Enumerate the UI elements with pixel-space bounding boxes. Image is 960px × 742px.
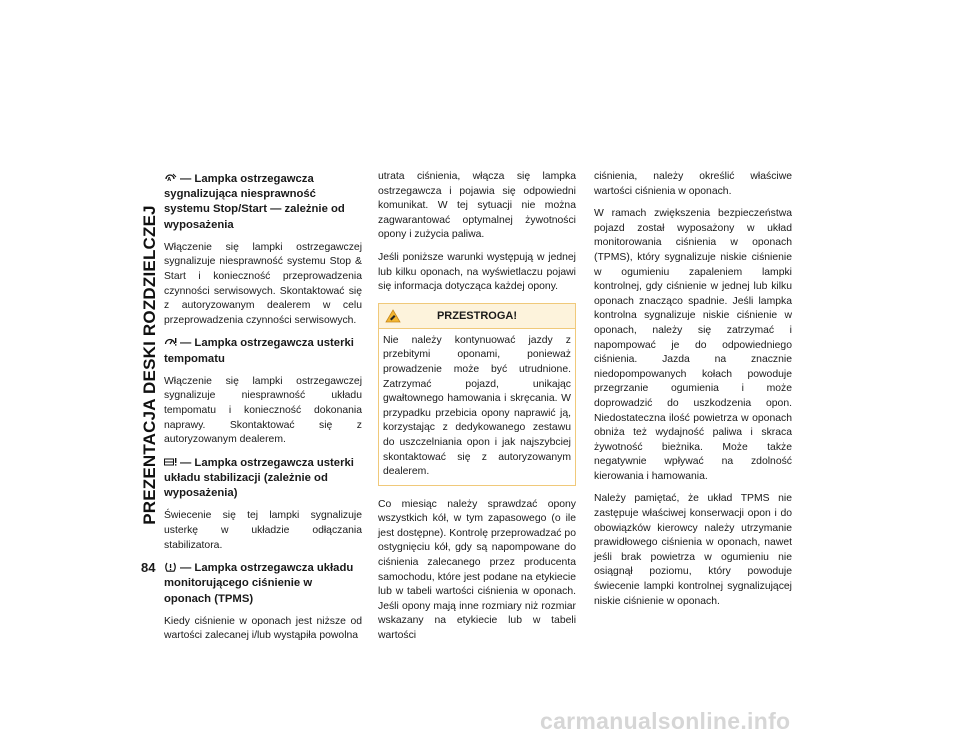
paragraph-stabilizer: Świecenie się tej lampki sygnalizuje usterkę w układzie odłączania stabilizatora. [164, 510, 362, 551]
caution-text: Nie należy kontynuować jazdy z przebitymi oponami, ponieważ prowadzenie może być utrudnione. Zatrzymać pojazd, unikając gwałtownego hamowania i skręcania. W przypadku przebicia opony naprawić ją, korzystając z dedykowanego zestawu do uszczelniania opon i jak najszybciej skontaktować się z autoryzowanym dealerem. [383, 334, 571, 478]
heading-cruise-control: — Lampka ostrzegawcza usterki tempomatu [164, 337, 354, 365]
column-3 [594, 170, 792, 617]
paragraph-cruise-control: Włączenie się lampki ostrzegawczej sygnalizuje niesprawność układu tempomatu i konieczność dokonania naprawy. Skontaktować się z autoryzowanym dealerem. [164, 375, 362, 446]
column-2 [378, 170, 576, 652]
stabilizer-warning-icon [164, 457, 177, 467]
paragraph-display-info: Jeśli poniższe warunki występują w jednej lub kilku oponach, na wyświetlaczu pojawi się informacja dotycząca każdej opony. [378, 251, 576, 293]
stop-start-warning-icon [164, 173, 177, 183]
paragraph-tpms-maintenance: Należy pamiętać, że układ TPMS nie zastępuje właściwej konserwacji opon i do obowiązków kierowcy należy utrzymanie prawidłowego ciśnienia w oponach, nawet jeśli brak powietrza w ogumieniu nie osiągnął poziomu, który powoduje świecenie lampki kontrolnej sygnalizującej niskie ciśnienie w oponach. [594, 493, 792, 607]
caution-header [379, 304, 575, 329]
watermark: carmanualsonline.info [540, 708, 791, 734]
paragraph-tpms-safety: W ramach zwiększenia bezpieczeństwa pojazd został wyposażony w układ monitorowania ciśnienia w oponach (TPMS), który sygnalizuje niskie ciśnienie w ogumieniu zapaleniem lampki kontrolnej, gdy ciśnienie w jednej lub kilku oponach znacząco spadnie. Jeśli lampka kontrolna sygnalizuje niskie ciśnienie w oponach, należy się zatrzymać i napompować je do odpowiedniego ciśnienia. Jazda na znacznie niedopompowanych kołach powoduje przegrzanie ogumienia i może doprowadzić do uszkodzenia opon. Niedostateczna ilość powietrza w oponach obniża też wydajność paliwa i skraca żywotność bieżnika. Może także negatywnie wpływać na zdolność kierowania i hamowania. [594, 208, 792, 482]
paragraph-tpms: Kiedy ciśnienie w oponach jest niższe od wartości zalecanej i/lub wystąpiła powolna [164, 615, 362, 642]
cruise-control-warning-icon [164, 337, 177, 347]
caution-box [378, 303, 576, 486]
tire-pressure-warning-icon [164, 562, 177, 572]
heading-stop-start: A — Lampka ostrzegawcza sygnalizująca niesprawność systemu Stop/Start — zależnie od wyposażenia [164, 173, 345, 231]
paragraph-pressure-values: ciśnienia, należy określić właściwe wartości ciśnienia w oponach. [594, 171, 792, 197]
column-1 [164, 170, 362, 652]
section-title-vertical [136, 165, 164, 565]
page-number: 84 [141, 560, 156, 575]
paragraph-stop-start: Włączenie się lampki ostrzegawczej sygnalizuje niesprawność systemu Stop & Start i konieczność przeprowadzenia czynności serwisowych. Skontaktować się z autoryzowanym dealerem w celu przeprowadzenia czynności serwisowych. [164, 241, 362, 326]
section-title-text: PREZENTACJA DESKI ROZDZIELCZEJ [140, 205, 159, 525]
caution-title: PRZESTROGA! [436, 309, 518, 322]
heading-tpms: — Lampka ostrzegawcza układu monitorującego ciśnienie w oponach (TPMS) [164, 562, 354, 605]
svg-text:A: A [167, 177, 172, 183]
paragraph-monthly-check: Co miesiąc należy sprawdzać opony wszystkich kół, w tym zapasowego (o ile jest dostępne). Kontrolę przeprowadzać po ostygnięciu kół, gdy są napompowane do ciśnienia zalecanego przez producenta samochodu, które jest podane na etykiecie lub w tabeli wartości ciśnienia w oponach. Jeśli opony mają inne rozmiary niż rozmiar wskazany na etykiecie lub w tabeli wartości [378, 498, 576, 642]
paragraph-pressure-loss: utrata ciśnienia, włącza się lampka ostrzegawcza i pojawia się odpowiedni komunikat. W tej sytuacji nie można zagwarantować optymalnej żywotności opony i zużycia paliwa. [378, 171, 576, 241]
heading-stabilizer: — Lampka ostrzegawcza usterki układu stabilizacji (zależnie od wyposażenia) [164, 456, 354, 500]
